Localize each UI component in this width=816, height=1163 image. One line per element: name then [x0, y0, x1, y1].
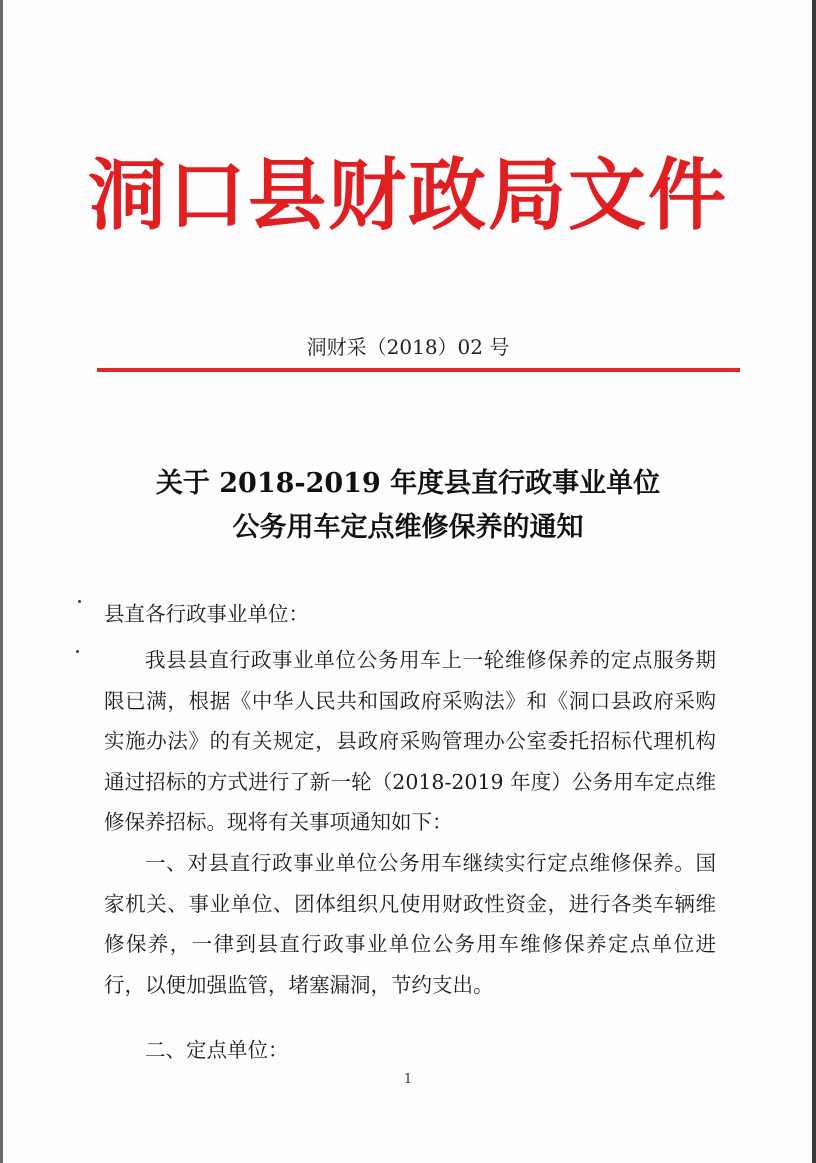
paragraph-intro: 我县县直行政事业单位公务用车上一轮维修保养的定点服务期限已满，根据《中华人民共和国政府采购法》和《洞口县政府采购实施办法》的有关规定，县政府采购管理办公室委托招标代理机构通过招标的方式进行了新一轮（2018-2019 年度）公务用车定点维修保养招标。现将有关事项通知如下： [104, 648, 716, 834]
salutation: 县直各行政事业单位： [104, 602, 309, 626]
letterhead-title: 洞口县财政局文件 [87, 150, 728, 241]
scan-speck [76, 650, 79, 653]
notice-title [0, 462, 816, 550]
notice-title-line-2: 公务用车定点维修保养的通知 [232, 512, 584, 543]
page-number: 1 [403, 1072, 413, 1087]
notice-title-line-1: 关于 2018-2019 年度县直行政事业单位 [155, 468, 661, 499]
scan-edge-right [812, 0, 816, 1163]
paragraph-item-1: 一、对县直行政事业单位公务用车继续实行定点维修保养。国家机关、事业单位、团体组织凡使用财政性资金，进行各类车辆维修保养，一律到县直行政事业单位公务用车维修保养定点单位进行，以便加强监管，堵塞漏洞，节约支出。 [104, 851, 716, 997]
paragraph-item-2: 二、定点单位： [145, 1038, 289, 1062]
scan-speck [78, 600, 81, 603]
document-number: 洞财采（2018）02 号 [306, 335, 510, 359]
red-divider-line [97, 368, 740, 372]
scan-edge-left [0, 0, 3, 1163]
